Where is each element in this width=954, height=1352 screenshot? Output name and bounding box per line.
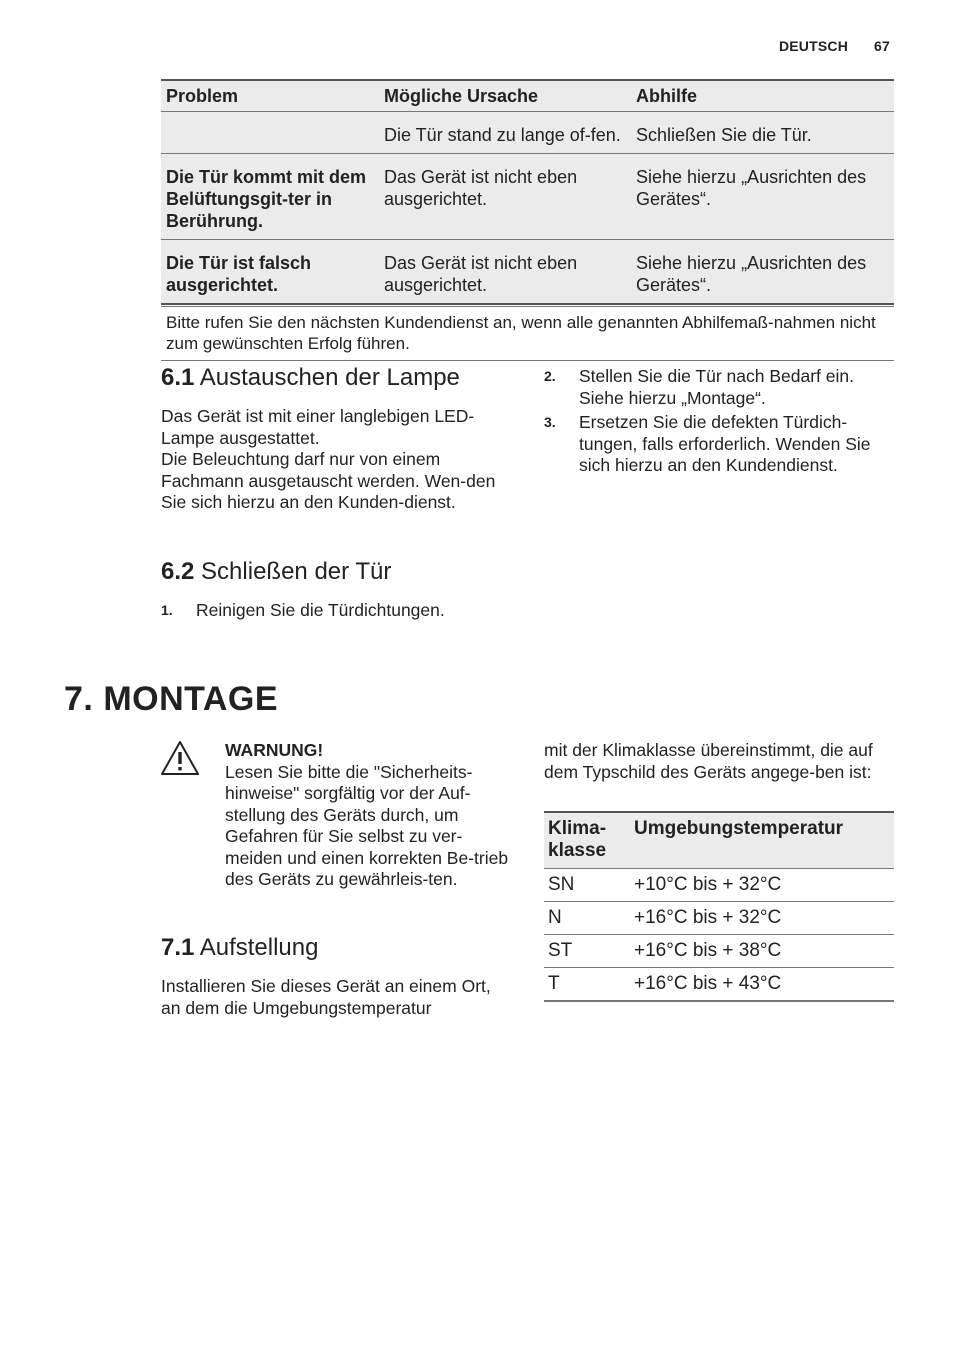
page-header <box>700 38 890 54</box>
cell-class: N <box>544 902 630 935</box>
table-row <box>161 154 894 240</box>
cell-remedy: Schließen Sie die Tür. <box>631 112 894 154</box>
cell-problem <box>161 112 379 154</box>
section-7-1-paragraph: Installieren Sie dieses Gerät an einem Ort, an dem die Umgebungstemperatur <box>161 976 491 1018</box>
table-row <box>161 112 894 154</box>
cell-class: SN <box>544 869 630 902</box>
cell-temperature: +16°C bis + 43°C <box>630 968 894 1002</box>
chapter-number: 7. <box>64 680 94 718</box>
section-title: Aufstellung <box>199 934 319 961</box>
step-text: Reinigen Sie die Türdichtungen. <box>196 600 445 620</box>
list-item <box>161 600 511 622</box>
section-6-1-paragraph: Die Beleuchtung darf nur von einem Fachmann ausgetauscht werden. Wen-den Sie sich hierzu an den Kunden-dienst. <box>161 449 496 512</box>
cell-temperature: +10°C bis + 32°C <box>630 869 894 902</box>
step-number: 1. <box>161 602 173 618</box>
step-number: 3. <box>544 414 556 430</box>
list-item <box>544 412 896 477</box>
cell-temperature: +16°C bis + 38°C <box>630 935 894 968</box>
column-header-problem: Problem <box>161 80 379 112</box>
steps-list-right <box>544 366 896 480</box>
section-7-1-heading <box>161 934 318 962</box>
section-7-1-continuation: mit der Klimaklasse übereinstimmt, die auf dem Typschild des Geräts angege-ben ist: <box>544 740 873 782</box>
section-6-1-heading <box>161 364 460 392</box>
header-language: DEUTSCH <box>778 38 849 54</box>
chapter-title: MONTAGE <box>103 680 279 718</box>
column-header-remedy: Abhilfe <box>631 80 894 112</box>
cell-cause: Das Gerät ist nicht eben ausgerichtet. <box>379 154 631 240</box>
section-number: 6.1 <box>161 364 195 391</box>
cell-remedy: Siehe hierzu „Ausrichten des Gerätes“. <box>631 154 894 240</box>
table-header-row <box>544 812 894 869</box>
column-header-climate-class: Klima-klasse <box>544 812 630 869</box>
column-header-cause: Mögliche Ursache <box>379 80 631 112</box>
list-item <box>544 366 896 409</box>
cell-cause: Die Tür stand zu lange of-fen. <box>379 112 631 154</box>
cell-problem: Die Tür ist falsch ausgerichtet. <box>161 240 379 305</box>
column-header-ambient-temperature: Umgebungstemperatur <box>630 812 894 869</box>
section-number: 6.2 <box>161 558 195 585</box>
cell-temperature: +16°C bis + 32°C <box>630 902 894 935</box>
warning-triangle-icon <box>160 740 200 776</box>
section-title: Schließen der Tür <box>201 558 392 585</box>
section-title: Austauschen der Lampe <box>199 364 460 391</box>
table-header-row <box>161 80 894 112</box>
cell-class: ST <box>544 935 630 968</box>
table-row <box>544 902 894 935</box>
table-row <box>544 869 894 902</box>
table-row <box>544 968 894 1002</box>
section-6-1-paragraph: Das Gerät ist mit einer langlebigen LED-Lampe ausgestattet. <box>161 406 475 448</box>
table-row <box>544 935 894 968</box>
cell-problem: Die Tür kommt mit dem Belüftungsgit-ter in Berührung. <box>161 154 379 240</box>
section-number: 7.1 <box>161 934 195 961</box>
step-text: Ersetzen Sie die defekten Türdich-tungen, falls erforderlich. Wenden Sie sich hierzu an den Kundendienst. <box>579 412 871 475</box>
section-6-2-heading <box>161 558 391 586</box>
cell-remedy: Siehe hierzu „Ausrichten des Gerätes“. <box>631 240 894 305</box>
page-number: 67 <box>874 38 890 54</box>
table-row <box>161 240 894 305</box>
step-text: Stellen Sie die Tür nach Bedarf ein. Siehe hierzu „Montage“. <box>579 366 854 408</box>
warning-text: Lesen Sie bitte die "Sicherheits-hinweise" sorgfältig vor der Auf-stellung des Geräts durch, um Gefahren für Sie selbst zu ver-meiden und einen korrekten Be-trieb des Geräts zu gewährleis-ten. <box>225 761 509 889</box>
service-note: Bitte rufen Sie den nächsten Kundendienst an, wenn alle genannten Abhilfemaß-nahmen nicht zum gewünschten Erfolg führen. <box>161 306 894 361</box>
step-number: 2. <box>544 368 556 384</box>
warning-box <box>225 740 510 891</box>
cell-class: T <box>544 968 630 1002</box>
climate-class-table <box>544 811 894 1002</box>
steps-list-left <box>161 600 511 625</box>
cell-cause: Das Gerät ist nicht eben ausgerichtet. <box>379 240 631 305</box>
chapter-7-heading <box>64 680 278 719</box>
warning-title: WARNUNG! <box>225 740 324 760</box>
troubleshooting-table <box>161 79 894 305</box>
